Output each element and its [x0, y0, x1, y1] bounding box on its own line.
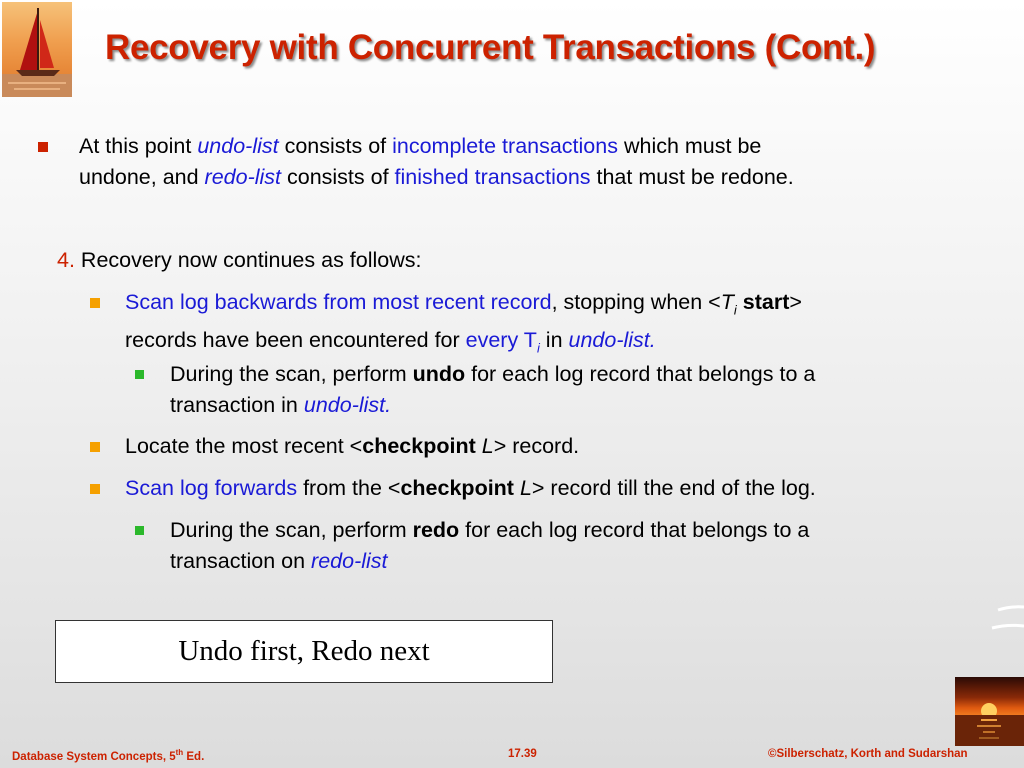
redo-scan-item [170, 515, 990, 577]
text: for each log record that belongs to a [465, 362, 816, 386]
step-number: 4. [57, 248, 75, 272]
text: , stopping when < [551, 290, 721, 314]
text: th [175, 748, 184, 757]
scan-forwards-item [125, 473, 1005, 504]
text: Scan log backwards from most recent record [125, 290, 552, 314]
step-4-heading [57, 245, 422, 276]
undo-list-term: undo-list [197, 134, 279, 158]
bullet-marker [135, 526, 144, 535]
text: every T [465, 328, 537, 353]
text: consists of [281, 165, 395, 189]
text: Locate the most recent < [125, 434, 363, 458]
text: start [742, 290, 790, 314]
step-text: Recovery now continues as follows: [74, 248, 422, 272]
text: During the scan, perform [170, 362, 413, 386]
text: redo [412, 518, 460, 542]
redo-list-term: redo-list [204, 165, 282, 189]
text: which must be [617, 134, 762, 158]
text: T [720, 290, 734, 314]
text: i [536, 340, 540, 356]
text: records have been encountered for [125, 328, 466, 353]
sailboat-logo [2, 2, 72, 97]
redo-list-term: redo-list [311, 549, 388, 573]
undo-list-term: undo-list. [568, 328, 656, 353]
finished-transactions-term: finished transactions [394, 165, 591, 189]
sunset-icon [955, 677, 1024, 746]
sailboat-icon [2, 2, 72, 97]
callout-box: Undo first, Redo next [55, 620, 553, 683]
undo-list-term: undo-list. [303, 393, 392, 417]
text: Scan log forwards [125, 476, 298, 500]
incomplete-transactions-term: incomplete transactions [392, 134, 618, 158]
text: During the scan, perform [170, 518, 413, 542]
text: L [475, 434, 494, 458]
text: transaction in [170, 393, 304, 417]
undo-scan-item [170, 359, 990, 421]
text: consists of [278, 134, 393, 158]
text: Database System Concepts, 5 [12, 750, 176, 763]
text: that must be redone. [590, 165, 794, 189]
scan-backwards-item [125, 287, 985, 364]
text: Ed. [183, 750, 205, 763]
text: for each log record that belongs to a [459, 518, 810, 542]
text: from the < [297, 476, 401, 500]
sunset-image [955, 677, 1024, 746]
text: > record. [493, 434, 580, 458]
decorative-swoosh-icon [990, 590, 1024, 650]
page-title: Recovery with Concurrent Transactions (Cont.) [105, 28, 876, 67]
text: > [789, 290, 802, 314]
text: transaction on [170, 549, 312, 573]
text: At this point [79, 134, 198, 158]
footer-book-title [12, 748, 204, 763]
text: i [733, 302, 737, 318]
bullet-marker [90, 298, 100, 308]
text: undone, and [79, 165, 205, 189]
bullet-marker [90, 442, 100, 452]
text: in [539, 328, 569, 353]
bullet-marker [90, 484, 100, 494]
text: checkpoint [400, 476, 514, 500]
bullet-marker [135, 370, 144, 379]
footer-copyright: ©Silberschatz, Korth and Sudarshan [768, 748, 968, 760]
text: checkpoint [362, 434, 476, 458]
intro-paragraph [79, 131, 979, 193]
bullet-marker [38, 142, 48, 152]
text: L [513, 476, 532, 500]
locate-checkpoint-item [125, 431, 985, 462]
text: undo [412, 362, 466, 386]
text: > record till the end of the log. [531, 476, 816, 500]
footer-page-number: 17.39 [508, 748, 537, 760]
